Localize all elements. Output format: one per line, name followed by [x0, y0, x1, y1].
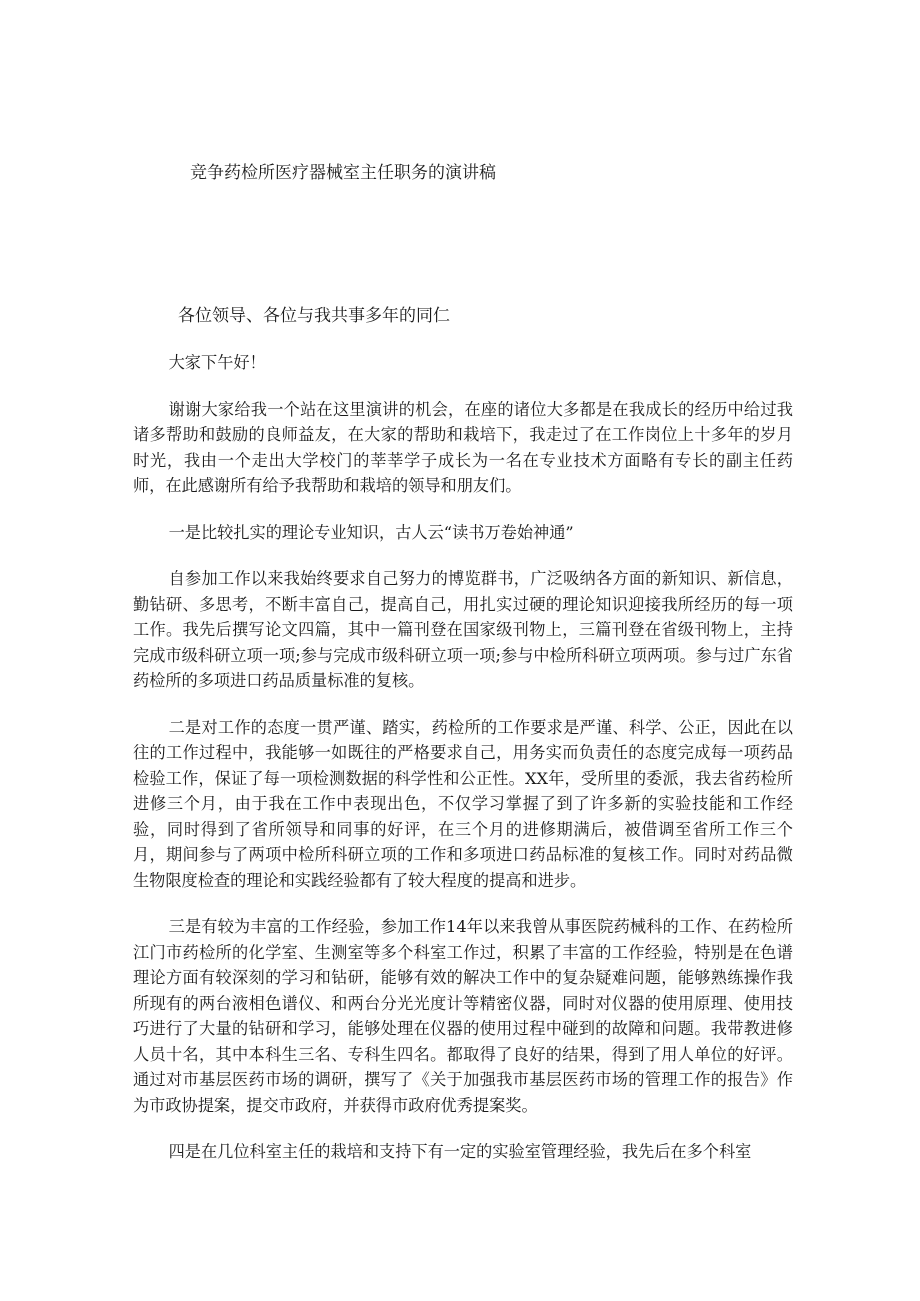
paragraph-point-two: 二是对工作的态度一贯严谨、踏实，药检所的工作要求是严谨、科学、公正，因此在以往的工作过程中，我能够一如既往的严格要求自己，用务实而负责任的态度完成每一项药品检验工作，保证了每一项检测数据的科学性和公正性。XX年，受所里的委派，我去省药检所进修三个月，由于我在工作中表现出色，不仅学习掌握了到了许多新的实验技能和工作经验，同时得到了省所领导和同事的好评，在三个月的进修期满后，被借调至省所工作三个月，期间参与了两项中检所科研立项的工作和多项进口药品标准的复核工作。同时对药品微生物限度检查的理论和实践经验都有了较大程度的提高和进步。 — [133, 717, 793, 890]
paragraph-point-four: 四是在几位科室主任的栽培和支持下有一定的实验室管理经验，我先后在多个科室 — [168, 1142, 752, 1161]
paragraph-study: 自参加工作以来我始终要求自己努力的博览群书，广泛吸纳各方面的新知识、新信息，勤钻研、多思考，不断丰富自己，提高自己，用扎实过硬的理论知识迎接我所经历的每一项工作。我先后撰写论文四篇，其中一篇刊登在国家级刊物上，三篇刊登在省级刊物上，主持完成市级科研立项一项;参与完成市级科研立项一项;参与中检所科研立项两项。参与过广东省药检所的多项进口药品质量标准的复核。 — [133, 569, 793, 690]
paragraph-point-three: 三是有较为丰富的工作经验，参加工作14年以来我曾从事医院药械科的工作、在药检所江门市药检所的化学室、生测室等多个科室工作过，积累了丰富的工作经验，特别是在色谱理论方面有较深刻的学习和钻研，能够有效的解决工作中的复杂疑难问题，能够熟练操作我所现有的两台液相色谱仪、和两台分光光度计等精密仪器，同时对仪器的使用原理、使用技巧进行了大量的钻研和学习，能够处理在仪器的使用过程中碰到的故障和问题。我带教进修人员十名，其中本科生三名、专科生四名。都取得了良好的结果，得到了用人单位的好评。通过对市基层医药市场的调研，撰写了《关于加强我市基层医药市场的管理工作的报告》作为市政协提案，提交市政府，并获得市政府优秀提案奖。 — [133, 917, 793, 1115]
greeting-paragraph: 大家下午好！ — [168, 353, 266, 372]
paragraph-point-one: 一是比较扎实的理论专业知识，古人云“读书万卷始神通” — [168, 522, 574, 542]
document-body — [133, 350, 793, 1186]
salutation: 各位领导、各位与我共事多年的同仁 — [178, 306, 450, 326]
paragraph-thanks: 谢谢大家给我一个站在这里演讲的机会，在座的诸位大多都是在我成长的经历中给过我诸多帮助和鼓励的良师益友，在大家的帮助和栽培下，我走过了在工作岗位上十多年的岁月时光，我由一个走出大学校门的莘莘学子成长为一名在专业技术方面略有专长的副主任药师，在此感谢所有给予我帮助和栽培的领导和朋友们。 — [133, 399, 793, 495]
document-title: 竞争药检所医疗器械室主任职务的演讲稿 — [190, 163, 496, 183]
